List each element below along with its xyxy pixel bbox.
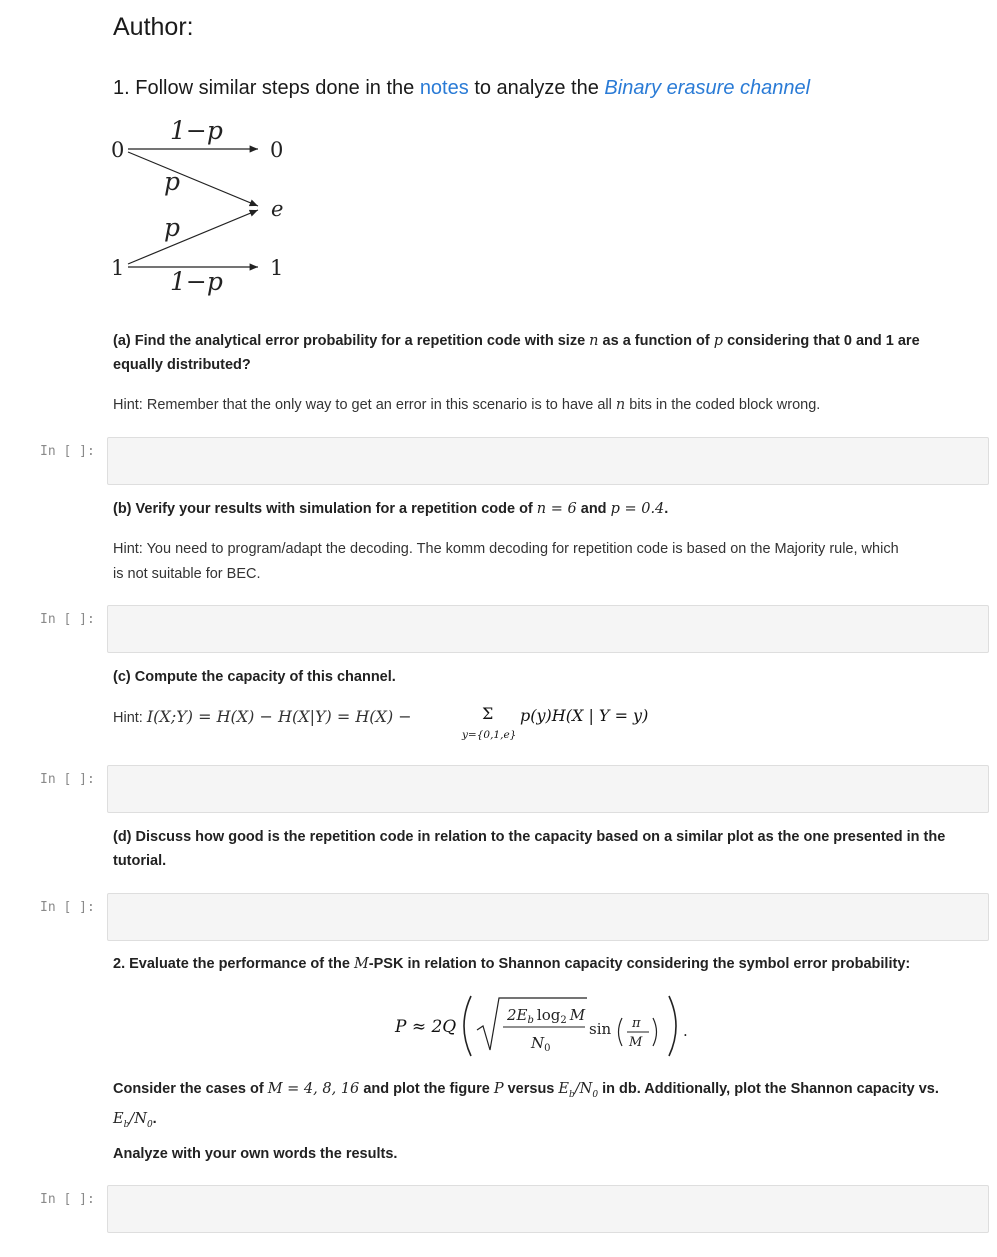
label-bottom-1-minus-p: 1−p xyxy=(170,267,223,296)
code-cell-3[interactable] xyxy=(107,765,989,813)
psk-equation xyxy=(455,990,695,1062)
q1-middle: to analyze the xyxy=(474,77,599,99)
part-c-question: (c) Compute the capacity of this channel. xyxy=(113,669,396,685)
label-top-1-minus-p: 1−p xyxy=(170,116,223,145)
svg-text:N0: $N_0$ xyxy=(531,1034,551,1054)
part-a-question: (a) Find the analytical error probability for a repetition code with size n as a function of p considering that 0 and 1 are equally distributed? xyxy=(113,333,920,373)
code-cell-1[interactable] xyxy=(107,437,989,485)
cell-prompt: In [ ]: xyxy=(40,772,95,787)
binary-erasure-channel-link[interactable]: Binary erasure channel xyxy=(604,77,811,99)
cell-prompt: In [ ]: xyxy=(40,612,95,627)
eq-lhs: P ≈ 2Q xyxy=(395,1017,457,1037)
cell-prompt: In [ ]: xyxy=(40,1192,95,1207)
q1-prefix: 1. Follow similar steps done in the xyxy=(113,77,415,99)
question-1 xyxy=(113,77,810,100)
label-cross-p-top: p xyxy=(164,167,181,196)
sum-subscript: y={0,1,e} xyxy=(462,729,517,741)
right-paren xyxy=(669,996,676,1056)
edge-1-to-e xyxy=(128,210,258,264)
svg-text:2Eblog2M: $2E_b$ $\log_2 M$ xyxy=(507,1006,586,1026)
left-paren xyxy=(464,996,471,1056)
sum-sign: Σ xyxy=(482,704,494,723)
code-cell-4[interactable] xyxy=(107,893,989,941)
input-1: 1 xyxy=(111,256,125,280)
notes-link[interactable]: notes xyxy=(419,77,469,99)
q2-consider: Consider the cases of M = 4, 8, 16 and plot the figure P versus $E_b/N_0$ in db. Additionally, plot the Shannon capacity vs. $E_b/N_0$. xyxy=(113,1081,939,1130)
output-e: e xyxy=(271,197,284,221)
part-b-question: (b) Verify your results with simulation for a repetition code of n = 6 and p = 0.4. xyxy=(113,501,669,517)
sin-fn: sin xyxy=(589,1020,612,1038)
input-0: 0 xyxy=(111,138,125,162)
author-heading: Author: xyxy=(113,13,194,41)
label-cross-p-bottom: p xyxy=(164,213,181,242)
cell-prompt: In [ ]: xyxy=(40,900,95,915)
m-denominator: M xyxy=(629,1035,643,1050)
den-n0: N xyxy=(531,1034,545,1052)
num-2eb: 2E xyxy=(507,1006,528,1024)
svg-text:.: . xyxy=(683,1022,688,1040)
cell-prompt: In [ ]: xyxy=(40,444,95,459)
part-d-question: (d) Discuss how good is the repetition code in relation to the capacity based on a similar plot as the one presented in the tutorial. xyxy=(113,829,946,869)
code-cell-5[interactable] xyxy=(107,1185,989,1233)
part-c-hint: Hint: I(X;Y) = H(X) − H(X|Y) = H(X) − xyxy=(113,707,412,726)
output-1: 1 xyxy=(270,256,284,280)
code-cell-2[interactable] xyxy=(107,605,989,653)
bec-diagram xyxy=(108,112,308,302)
part-a-hint: Hint: Remember that the only way to get an error in this scenario is to have all n bits in the coded block wrong. xyxy=(113,397,821,413)
output-0: 0 xyxy=(270,138,284,162)
part-b-hint: Hint: You need to program/adapt the decoding. The komm decoding for repetition code is based on the Majority rule, which is not suitable for BEC. xyxy=(113,541,899,582)
question-2: 2. Evaluate the performance of the M-PSK in relation to Shannon capacity considering the symbol error probability: xyxy=(113,956,911,972)
edge-0-to-e xyxy=(128,152,258,206)
pi-symbol: π xyxy=(632,1016,641,1031)
formula-rest: p(y)H(X | Y = y) xyxy=(520,706,649,725)
q2-analyze: Analyze with your own words the results. xyxy=(113,1146,398,1162)
